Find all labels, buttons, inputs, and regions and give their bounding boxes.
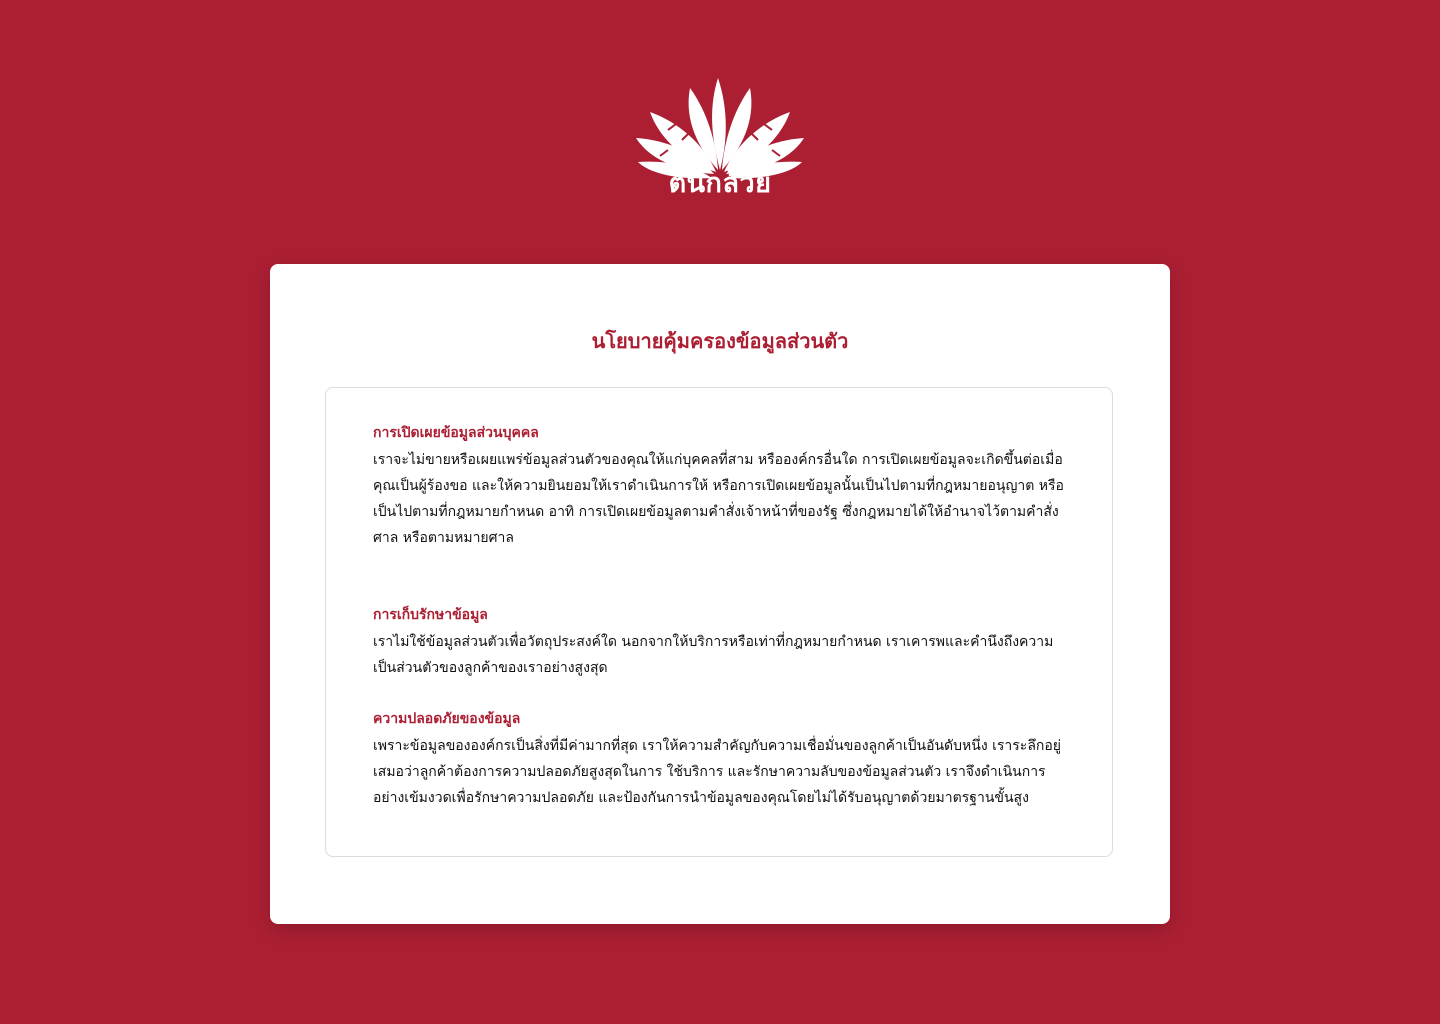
policy-content-box (325, 387, 1113, 857)
privacy-policy-card (270, 264, 1170, 924)
page-title: นโยบายคุ้มครองข้อมูลส่วนตัว (591, 329, 849, 353)
section-body: เราจะไม่ขายหรือเผยแพร่ข้อมูลส่วนตัวของคุณให้แก่บุคคลที่สาม หรือองค์กรอื่นใด การเปิดเผยข้อมูลจะเกิดขึ้นต่อเมื่อคุณเป็นผู้ร้องขอ และให้ความยินยอมให้เราดำเนินการให้ หรือการเปิดเผยข้อมูลนั้นเป็นไปตามที่กฎหมายอนุญาต หรือเป็นไปตามที่กฎหมายกำหนด อาทิ การเปิดเผยข้อมูลตามคำสั่งเจ้าหน้าที่ของรัฐ ซึ่งกฎหมายได้ให้อำนาจไว้ตามคำสั่งศาล หรือตามหมายศาล (373, 452, 1064, 546)
section-data-retention (373, 603, 1073, 681)
banana-tree-icon (620, 70, 820, 180)
section-body: เราไม่ใช้ข้อมูลส่วนตัวเพื่อวัตถุประสงค์ใด นอกจากให้บริการหรือเท่าที่กฎหมายกำหนด เราเคารพและคำนึงถึงความเป็นส่วนตัวของลูกค้าของเราอย่างสูงสุด (373, 634, 1054, 676)
brand-logo (620, 70, 820, 210)
brand-logo-text: ต้นกล้วย (668, 168, 772, 199)
section-data-security (373, 707, 1073, 811)
section-data-disclosure (373, 421, 1073, 551)
section-heading: ความปลอดภัยของข้อมูล (373, 711, 521, 727)
section-heading: การเก็บรักษาข้อมูล (373, 607, 488, 623)
section-body: เพราะข้อมูลขององค์กรเป็นสิ่งที่มีค่ามากที่สุด เราให้ความสำคัญกับความเชื่อมั่นของลูกค้าเป็นอันดับหนึ่ง เราระลึกอยู่เสมอว่าลูกค้าต้องการความปลอดภัยสูงสุดในการ ใช้บริการ และรักษาความลับของข้อมูลส่วนตัว เราจึงดำเนินการอย่างเข้มงวดเพื่อรักษาความปลอดภัย และป้องกันการนำข้อมูลของคุณโดยไม่ได้รับอนุญาตด้วยมาตรฐานขั้นสูง (373, 738, 1061, 806)
section-heading: การเปิดเผยข้อมูลส่วนบุคคล (373, 425, 539, 441)
